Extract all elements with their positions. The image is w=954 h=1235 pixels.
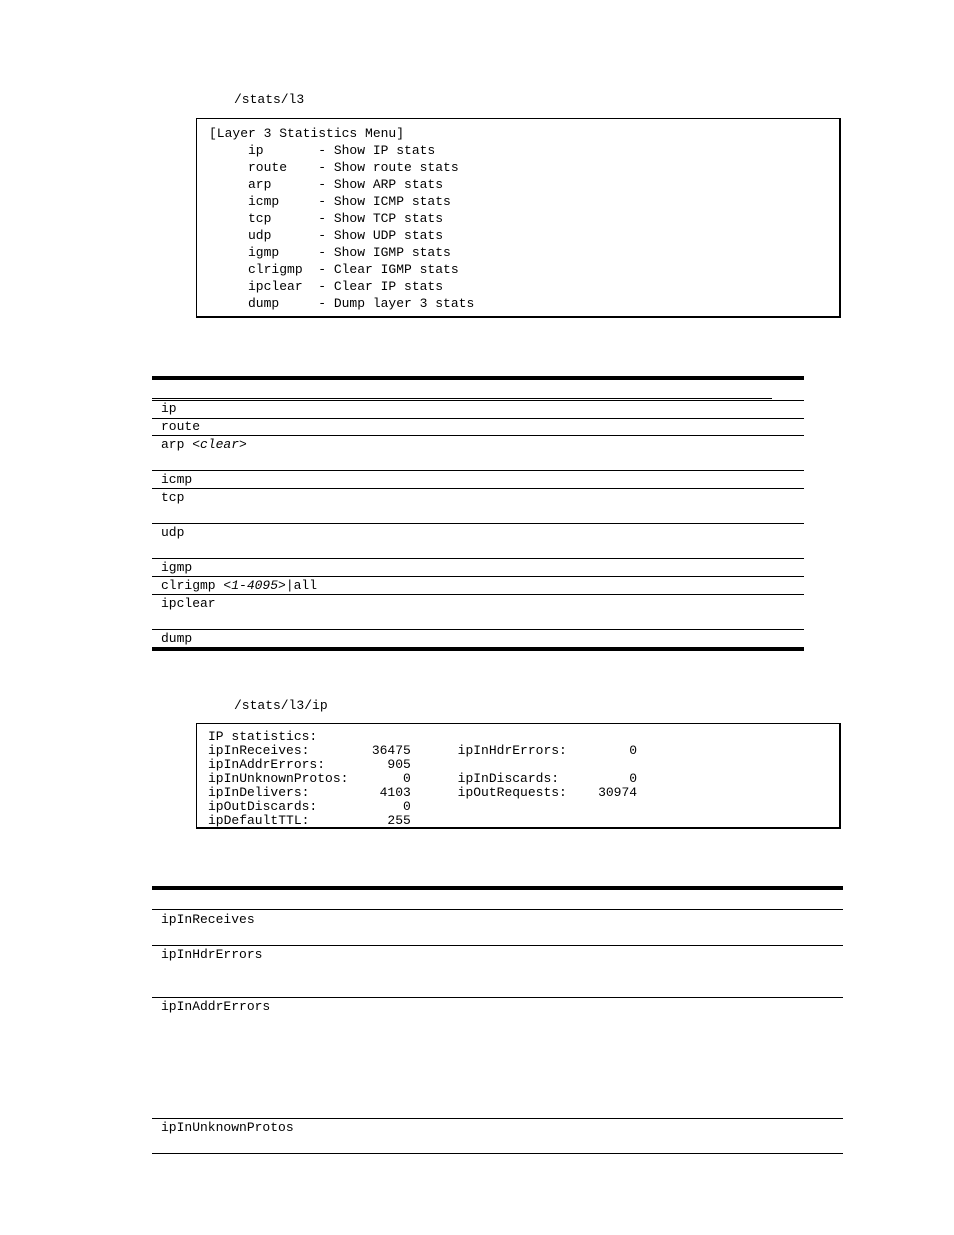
row-divider bbox=[152, 470, 804, 471]
row-divider bbox=[152, 488, 804, 489]
row-divider bbox=[152, 435, 804, 436]
table-top-rule bbox=[152, 886, 843, 890]
row-divider bbox=[152, 523, 804, 524]
menu-line-4: icmp - Show ICMP stats bbox=[209, 194, 451, 209]
menu-line-3: arp - Show ARP stats bbox=[209, 177, 444, 192]
row-divider bbox=[152, 1118, 843, 1119]
table-row: igmp bbox=[161, 560, 193, 575]
command-path-l3: /stats/l3 bbox=[234, 92, 305, 107]
table-row: ipInUnknownProtos bbox=[161, 1120, 294, 1135]
menu-output-box bbox=[196, 118, 841, 318]
menu-line-2: route - Show route stats bbox=[209, 160, 459, 175]
header-rule bbox=[152, 909, 843, 910]
table-row: udp bbox=[161, 525, 185, 540]
table-bottom-rule bbox=[152, 1153, 843, 1154]
command-path-ip: /stats/l3/ip bbox=[234, 698, 328, 713]
table-row: route bbox=[161, 419, 201, 434]
menu-line-8: clrigmp - Clear IGMP stats bbox=[209, 262, 459, 277]
table-row: ipInReceives bbox=[161, 912, 255, 927]
table-row: ipclear bbox=[161, 596, 216, 611]
table-bottom-rule bbox=[152, 647, 804, 651]
table-top-rule bbox=[152, 376, 804, 380]
ip-line-6: ipDefaultTTL: 255 bbox=[208, 813, 411, 828]
row-divider bbox=[152, 576, 804, 577]
ip-line-4: ipInDelivers: 4103 ipOutRequests: 30974 bbox=[208, 785, 638, 800]
table-row: tcp bbox=[161, 490, 185, 505]
row-divider bbox=[152, 945, 843, 946]
ip-line-3: ipInUnknownProtos: 0 ipInDiscards: 0 bbox=[208, 771, 638, 786]
table-row: clrigmp <1-4095>|all bbox=[161, 578, 318, 593]
ip-line-0: IP statistics: bbox=[208, 729, 318, 744]
row-divider bbox=[152, 400, 804, 401]
menu-line-7: igmp - Show IGMP stats bbox=[209, 245, 451, 260]
ip-line-1: ipInReceives: 36475 ipInHdrErrors: 0 bbox=[208, 743, 638, 758]
command-table bbox=[152, 376, 804, 653]
ip-stats-output-box bbox=[196, 723, 841, 829]
stat-table bbox=[152, 886, 843, 1156]
menu-line-9: ipclear - Clear IP stats bbox=[209, 279, 444, 294]
table-row: ipInAddrErrors bbox=[161, 999, 271, 1014]
table-row: arp <clear> bbox=[161, 437, 247, 452]
table-row: ip bbox=[161, 401, 177, 416]
row-divider bbox=[152, 629, 804, 630]
row-divider bbox=[152, 418, 804, 419]
menu-output-text bbox=[197, 119, 839, 312]
row-divider bbox=[152, 594, 804, 595]
table-row: ipInHdrErrors bbox=[161, 947, 263, 962]
menu-line-10: dump - Dump layer 3 stats bbox=[209, 296, 475, 311]
row-divider bbox=[152, 997, 843, 998]
table-row: dump bbox=[161, 631, 193, 646]
header-rule bbox=[152, 398, 772, 399]
menu-line-6: udp - Show UDP stats bbox=[209, 228, 444, 243]
ip-line-5: ipOutDiscards: 0 bbox=[208, 799, 411, 814]
menu-line-1: ip - Show IP stats bbox=[209, 143, 436, 158]
row-divider bbox=[152, 558, 804, 559]
menu-line-5: tcp - Show TCP stats bbox=[209, 211, 444, 226]
table-row: icmp bbox=[161, 472, 193, 487]
menu-line-0: [Layer 3 Statistics Menu] bbox=[209, 126, 405, 141]
ip-line-2: ipInAddrErrors: 905 bbox=[208, 757, 411, 772]
ip-stats-output-text bbox=[197, 724, 839, 828]
